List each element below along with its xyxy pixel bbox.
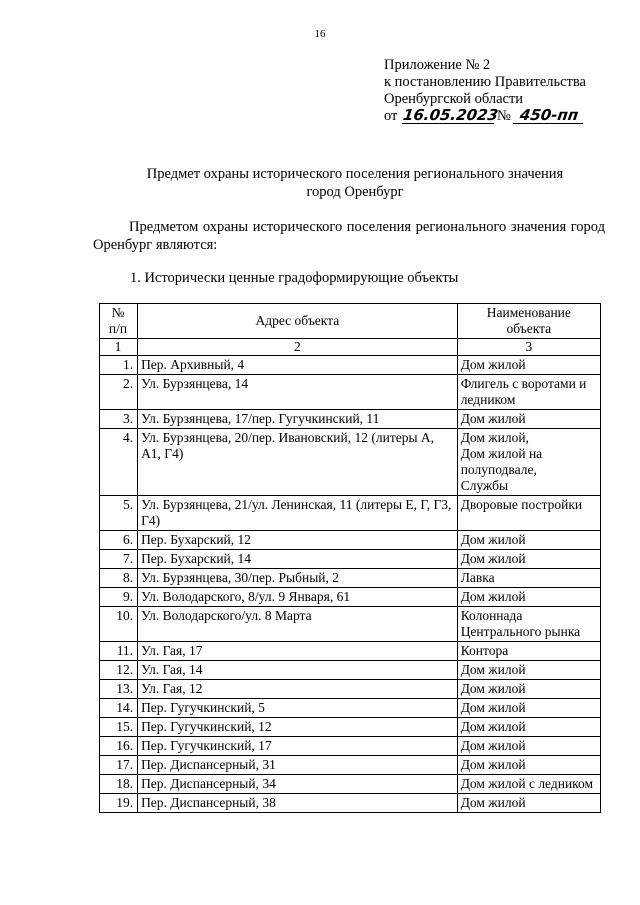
row-address: Пер. Диспансерный, 34 — [138, 775, 458, 794]
row-address: Пер. Гугучкинский, 12 — [138, 718, 458, 737]
row-address: Ул. Володарского/ул. 8 Марта — [138, 607, 458, 642]
row-object-name: Колоннада Центрального рынка — [457, 607, 600, 642]
row-object-name: Дом жилой — [457, 794, 600, 813]
table-row — [100, 410, 601, 429]
intro-paragraph: Предметом охраны исторического поселения регионального значения город Оренбург являются: — [93, 219, 605, 253]
row-number: 13. — [100, 680, 138, 699]
row-number: 11. — [100, 642, 138, 661]
row-object-name: Дом жилой — [457, 588, 600, 607]
section-title: 1. Исторически ценные градоформирующие объекты — [130, 270, 459, 286]
col-number-1: 1 — [100, 339, 138, 356]
appendix-block — [384, 57, 586, 125]
row-number: 10. — [100, 607, 138, 642]
row-number: 14. — [100, 699, 138, 718]
table-row — [100, 531, 601, 550]
row-object-name: Дом жилой — [457, 550, 600, 569]
row-address: Ул. Бурзянцева, 14 — [138, 375, 458, 410]
row-number: 3. — [100, 410, 138, 429]
row-object-name: Дом жилой — [457, 661, 600, 680]
table-row — [100, 569, 601, 588]
header-name-line2: объекта — [506, 321, 552, 336]
row-number: 15. — [100, 718, 138, 737]
col-number-3: 3 — [457, 339, 600, 356]
from-label: от — [384, 108, 398, 124]
row-object-name: Флигель с воротами и ледником — [457, 375, 600, 410]
row-object-name: Дом жилой — [457, 737, 600, 756]
handwritten-date: 16.05.2023 — [401, 106, 500, 124]
title-line-2: город Оренбург — [306, 184, 404, 200]
row-object-name: Дом жилой — [457, 680, 600, 699]
row-address: Ул. Бурзянцева, 20/пер. Ивановский, 12 (литеры А, А1, Г4) — [138, 429, 458, 496]
header-name-line1: Наименование — [486, 305, 571, 320]
row-number: 18. — [100, 775, 138, 794]
table-row — [100, 699, 601, 718]
appendix-line-3: Оренбургской области — [384, 91, 524, 107]
appendix-date-line — [384, 108, 586, 125]
table-row — [100, 356, 601, 375]
row-number: 9. — [100, 588, 138, 607]
row-number: 17. — [100, 756, 138, 775]
row-object-name: Дом жилой, Дом жилой на полуподвале, Службы — [457, 429, 600, 496]
row-number: 19. — [100, 794, 138, 813]
row-number: 2. — [100, 375, 138, 410]
row-address: Пер. Диспансерный, 38 — [138, 794, 458, 813]
table-row — [100, 794, 601, 813]
header-num-line1: № — [111, 305, 125, 320]
row-number: 4. — [100, 429, 138, 496]
row-number: 7. — [100, 550, 138, 569]
number-label: № — [497, 108, 511, 124]
objects-table — [99, 303, 601, 813]
appendix-line-2: к постановлению Правительства — [384, 74, 586, 90]
row-address: Пер. Диспансерный, 31 — [138, 756, 458, 775]
table-row — [100, 375, 601, 410]
row-number: 6. — [100, 531, 138, 550]
row-number: 1. — [100, 356, 138, 375]
row-address: Пер. Бухарский, 14 — [138, 550, 458, 569]
row-address: Ул. Гая, 12 — [138, 680, 458, 699]
handwritten-number: 450-пп — [513, 108, 585, 124]
table-row — [100, 429, 601, 496]
table-row — [100, 680, 601, 699]
row-address: Пер. Архивный, 4 — [138, 356, 458, 375]
table-row — [100, 588, 601, 607]
column-number-row — [100, 339, 601, 356]
row-object-name: Дом жилой — [457, 356, 600, 375]
table-row — [100, 550, 601, 569]
table-row — [100, 718, 601, 737]
table-row — [100, 661, 601, 680]
row-address: Пер. Гугучкинский, 17 — [138, 737, 458, 756]
row-address: Пер. Гугучкинский, 5 — [138, 699, 458, 718]
row-object-name: Дом жилой — [457, 531, 600, 550]
row-address: Ул. Гая, 14 — [138, 661, 458, 680]
row-object-name: Контора — [457, 642, 600, 661]
appendix-line-1: Приложение № 2 — [384, 57, 491, 73]
row-object-name: Дворовые постройки — [457, 496, 600, 531]
row-address: Ул. Володарского, 8/ул. 9 Января, 61 — [138, 588, 458, 607]
header-address: Адрес объекта — [138, 304, 458, 339]
row-object-name: Дом жилой с ледником — [457, 775, 600, 794]
title-line-1: Предмет охраны исторического поселения регионального значения — [146, 166, 564, 182]
row-address: Ул. Бурзянцева, 21/ул. Ленинская, 11 (литеры Е, Г, Г3, Г4) — [138, 496, 458, 531]
row-number: 12. — [100, 661, 138, 680]
row-address: Ул. Гая, 17 — [138, 642, 458, 661]
table-row — [100, 737, 601, 756]
header-num — [100, 304, 138, 339]
table-row — [100, 607, 601, 642]
row-object-name: Дом жилой — [457, 718, 600, 737]
row-address: Пер. Бухарский, 12 — [138, 531, 458, 550]
table-row — [100, 642, 601, 661]
row-object-name: Лавка — [457, 569, 600, 588]
row-object-name: Дом жилой — [457, 699, 600, 718]
table-row — [100, 775, 601, 794]
row-object-name: Дом жилой — [457, 756, 600, 775]
row-address: Ул. Бурзянцева, 17/пер. Гугучкинский, 11 — [138, 410, 458, 429]
table-row — [100, 756, 601, 775]
row-number: 16. — [100, 737, 138, 756]
table-header-row — [100, 304, 601, 339]
header-num-line2: п/п — [108, 321, 128, 336]
row-number: 8. — [100, 569, 138, 588]
document-title — [100, 165, 610, 201]
header-name — [457, 304, 600, 339]
col-number-2: 2 — [138, 339, 458, 356]
row-object-name: Дом жилой — [457, 410, 600, 429]
table-row — [100, 496, 601, 531]
page-number: 16 — [314, 28, 326, 40]
row-number: 5. — [100, 496, 138, 531]
row-address: Ул. Бурзянцева, 30/пер. Рыбный, 2 — [138, 569, 458, 588]
